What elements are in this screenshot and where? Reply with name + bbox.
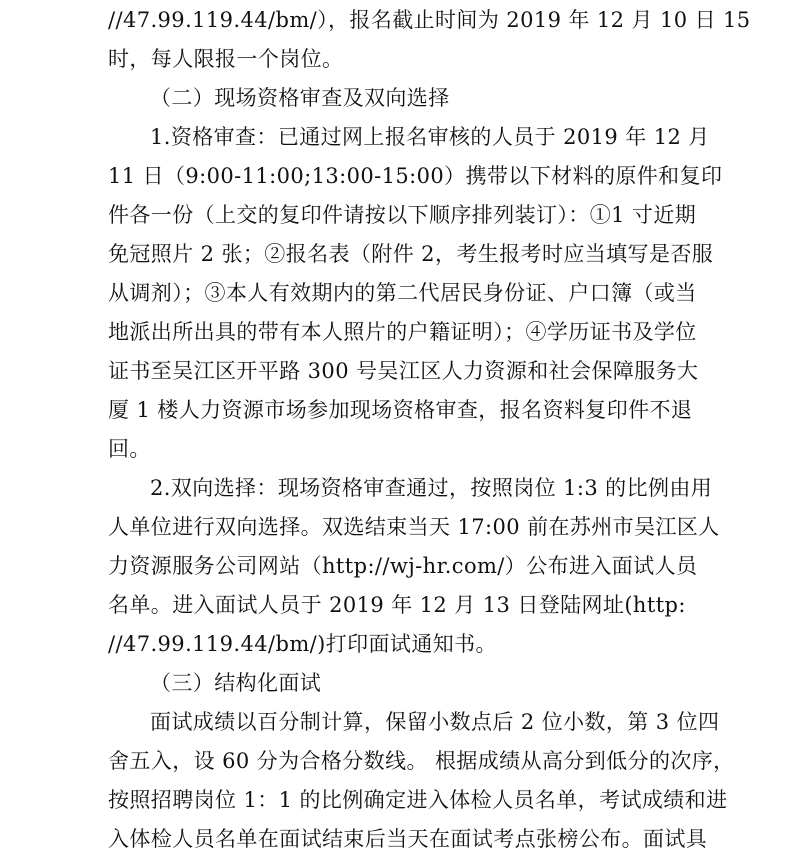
paragraph-line: 厦 1 楼人力资源市场参加现场资格审查，报名资料复印件不退: [108, 398, 693, 422]
paragraph-line: 11 日（9:00-11:00;13:00-15:00）携带以下材料的原件和复印: [108, 164, 723, 188]
paragraph-line: 舍五入，设 60 分为合格分数线。 根据成绩从高分到低分的次序，: [108, 749, 735, 773]
paragraph-line: 1.资格审查：已通过网上报名审核的人员于 2019 年 12 月: [150, 125, 710, 149]
paragraph-line: 2.双向选择：现场资格审查通过，按照岗位 1:3 的比例由用: [150, 476, 713, 500]
paragraph-line: 人单位进行双向选择。双选结束当天 17:00 前在苏州市吴江区人: [108, 515, 720, 539]
section-heading: （三）结构化面试: [150, 671, 322, 695]
paragraph-line: 回。: [108, 437, 151, 461]
paragraph-line: 件各一份（上交的复印件请按以下顺序排列装订）：①1 寸近期: [108, 203, 697, 227]
paragraph-line: 地派出所出具的带有本人照片的户籍证明）；④学历证书及学位: [108, 320, 697, 344]
paragraph-line: //47.99.119.44/bm/)打印面试通知书。: [108, 632, 497, 656]
paragraph-line: 从调剂）；③本人有效期内的第二代居民身份证、户口簿（或当: [108, 281, 697, 305]
paragraph-line: 力资源服务公司网站（http://wj-hr.com/）公布进入面试人员: [108, 554, 698, 578]
paragraph-line: 入体检人员名单在面试结束后当天在面试考点张榜公布。面试具: [108, 827, 708, 851]
paragraph-line: 按照招聘岗位 1：1 的比例确定进入体检人员名单，考试成绩和进: [108, 788, 728, 812]
paragraph-line: 时，每人限报一个岗位。: [108, 47, 344, 71]
paragraph-line: 证书至吴江区开平路 300 号吴江区人力资源和社会保障服务大: [108, 359, 699, 383]
paragraph-line: 面试成绩以百分制计算，保留小数点后 2 位小数，第 3 位四: [150, 710, 720, 734]
paragraph-line: 免冠照片 2 张；②报名表（附件 2，考生报考时应当填写是否服: [108, 242, 714, 266]
section-heading: （二）现场资格审查及双向选择: [150, 86, 450, 110]
paragraph-line: 名单。进入面试人员于 2019 年 12 月 13 日登陆网址(http:: [108, 593, 686, 617]
paragraph-line: //47.99.119.44/bm/），报名截止时间为 2019 年 12 月 10 日 15: [108, 8, 751, 32]
